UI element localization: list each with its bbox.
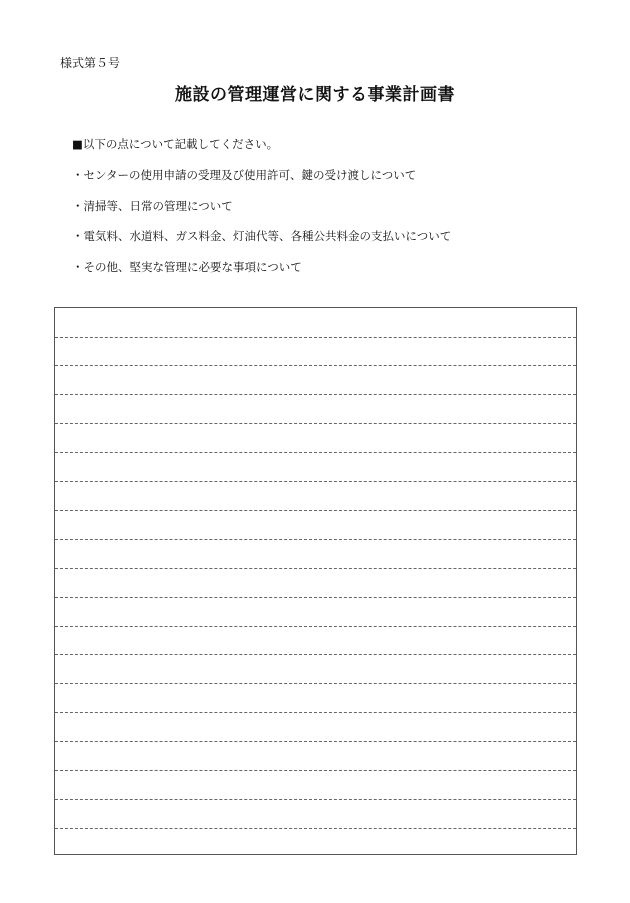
ruled-line: [55, 828, 576, 829]
ruled-line: [55, 394, 576, 395]
ruled-line: [55, 654, 576, 655]
ruled-line: [55, 481, 576, 482]
ruled-line: [55, 712, 576, 713]
form-number: 様式第５号: [60, 56, 121, 70]
ruled-line: [55, 799, 576, 800]
ruled-line: [55, 683, 576, 684]
ruled-line: [55, 423, 576, 424]
instruction-list: [72, 167, 451, 289]
ruled-line: [55, 597, 576, 598]
ruled-line: [55, 626, 576, 627]
ruled-line: [55, 741, 576, 742]
instruction-item-utility-payments: ・電気料、水道料、ガス料金、灯油代等、各種公共料金の支払いについて: [72, 229, 452, 243]
document-title: 施設の管理運営に関する事業計画書: [175, 85, 455, 105]
ruled-line: [55, 365, 576, 366]
instruction-item-key-handover: ・センターの使用申請の受理及び使用許可、鍵の受け渡しについて: [72, 168, 417, 182]
ruled-line: [55, 337, 576, 338]
writing-area[interactable]: [54, 307, 577, 855]
instruction-heading: ■以下の点について記載してください。: [72, 137, 279, 151]
ruled-line: [55, 539, 576, 540]
ruled-line: [55, 452, 576, 453]
ruled-line: [55, 510, 576, 511]
ruled-line: [55, 568, 576, 569]
instruction-item-other-management: ・その他、堅実な管理に必要な事項について: [72, 259, 302, 274]
ruled-line: [55, 770, 576, 771]
instruction-item-cleaning: ・清掃等、日常の管理について: [72, 198, 233, 213]
